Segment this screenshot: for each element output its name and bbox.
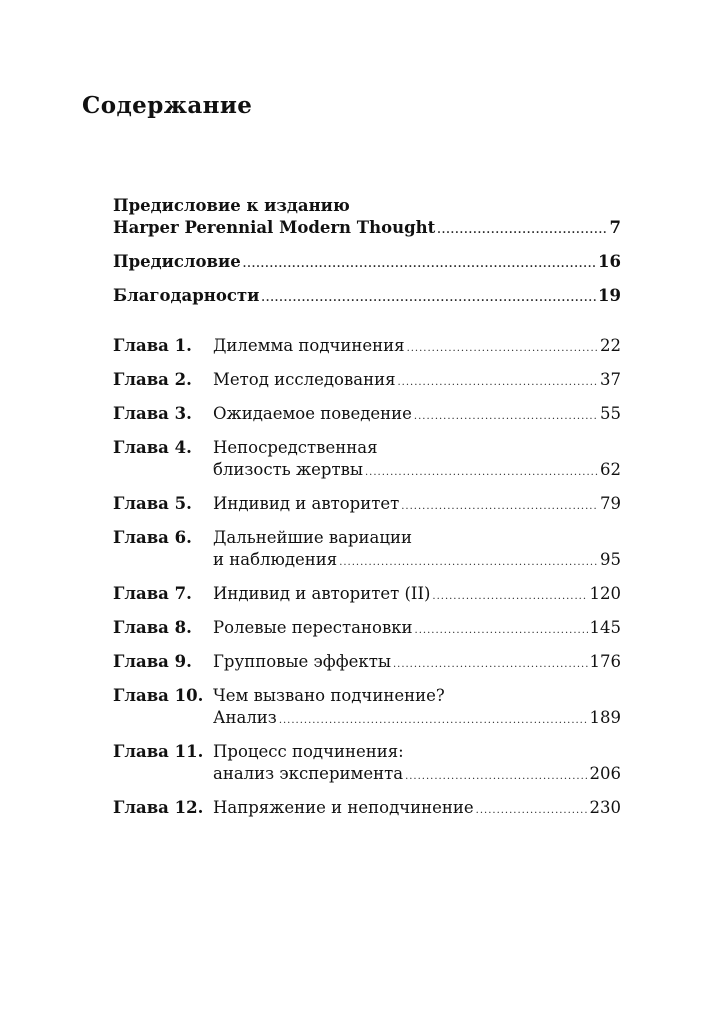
dot-leader — [476, 798, 588, 820]
front-matter-title: Благодарности — [113, 286, 260, 305]
toc-front-entry — [113, 285, 621, 307]
page-number: 16 — [598, 252, 621, 271]
chapter-label: Глава 7. — [113, 584, 192, 603]
chapter-title: анализ эксперимента — [213, 764, 404, 783]
front-matter-list — [113, 195, 621, 307]
page-number: 7 — [609, 218, 621, 237]
page-title: Содержание — [82, 92, 253, 119]
toc-line — [113, 707, 621, 729]
front-matter-title: Предисловие к изданию — [113, 196, 350, 215]
toc-line — [113, 459, 621, 481]
chapter-label: Глава 6. — [113, 528, 192, 547]
chapter-title: Дилемма подчинения — [213, 336, 405, 355]
dot-leader — [437, 218, 607, 240]
table-of-contents — [113, 195, 621, 831]
front-matter-title: Предисловие — [113, 252, 241, 271]
toc-front-entry — [113, 251, 621, 273]
page-number: 145 — [589, 618, 621, 637]
chapter-title: Дальнейшие вариации — [213, 528, 412, 547]
chapter-label: Глава 10. — [113, 686, 204, 705]
dot-leader — [401, 494, 598, 516]
page-number: 22 — [600, 336, 621, 355]
page-number: 79 — [600, 494, 621, 513]
page-number: 230 — [589, 798, 621, 817]
toc-line — [113, 285, 621, 307]
chapter-label: Глава 5. — [113, 494, 192, 513]
toc-chapter-entry — [113, 335, 621, 357]
toc-line — [113, 335, 621, 357]
dot-leader — [432, 584, 587, 606]
dot-leader — [339, 550, 598, 572]
toc-line — [113, 217, 621, 239]
dot-leader — [405, 764, 587, 786]
chapter-label: Глава 12. — [113, 798, 204, 817]
chapter-title: Напряжение и неподчинение — [213, 798, 474, 817]
dot-leader — [365, 460, 598, 482]
chapter-title: Индивид и авторитет (II) — [213, 584, 431, 603]
dot-leader — [397, 370, 598, 392]
toc-chapter-entry — [113, 583, 621, 605]
toc-line — [113, 741, 621, 763]
chapter-title: Ролевые перестановки — [213, 618, 413, 637]
chapter-title: Процесс подчинения: — [213, 742, 404, 761]
toc-line — [113, 437, 621, 459]
toc-line — [113, 583, 621, 605]
toc-chapter-entry — [113, 437, 621, 481]
chapter-label: Глава 1. — [113, 336, 192, 355]
page-number: 120 — [589, 584, 621, 603]
chapter-title: Групповые эффекты — [213, 652, 391, 671]
section-gap — [113, 319, 621, 335]
dot-leader — [279, 708, 588, 730]
chapter-label: Глава 8. — [113, 618, 192, 637]
page-number: 19 — [598, 286, 621, 305]
toc-chapter-entry — [113, 527, 621, 571]
chapter-title: Непосредственная — [213, 438, 378, 457]
toc-line — [113, 685, 621, 707]
chapter-title: Метод исследования — [213, 370, 396, 389]
dot-leader — [407, 336, 598, 358]
toc-chapter-entry — [113, 651, 621, 673]
toc-line — [113, 369, 621, 391]
chapter-label: Глава 11. — [113, 742, 204, 761]
toc-line — [113, 251, 621, 273]
toc-line — [113, 617, 621, 639]
chapter-title: и наблюдения — [213, 550, 338, 569]
front-matter-title: Harper Perennial Modern Thought — [113, 218, 436, 237]
toc-chapter-entry — [113, 369, 621, 391]
toc-line — [113, 527, 621, 549]
dot-leader — [414, 404, 598, 426]
chapter-title: Анализ — [213, 708, 277, 727]
dot-leader — [393, 652, 588, 674]
chapter-label: Глава 3. — [113, 404, 192, 423]
page-number: 55 — [600, 404, 621, 423]
toc-line — [113, 797, 621, 819]
toc-line — [113, 549, 621, 571]
page-number: 62 — [600, 460, 621, 479]
toc-chapter-entry — [113, 741, 621, 785]
chapter-label: Глава 9. — [113, 652, 192, 671]
chapter-list — [113, 335, 621, 819]
dot-leader — [243, 252, 596, 274]
toc-front-entry — [113, 195, 621, 239]
chapter-title: Ожидаемое поведение — [213, 404, 412, 423]
chapter-title: Чем вызвано подчинение? — [213, 686, 445, 705]
toc-line — [113, 763, 621, 785]
page-number: 37 — [600, 370, 621, 389]
toc-line — [113, 195, 621, 217]
toc-chapter-entry — [113, 493, 621, 515]
chapter-title: Индивид и авторитет — [213, 494, 400, 513]
dot-leader — [415, 618, 588, 640]
page-number: 176 — [589, 652, 621, 671]
page-number: 189 — [589, 708, 621, 727]
toc-chapter-entry — [113, 797, 621, 819]
chapter-label: Глава 4. — [113, 438, 192, 457]
toc-line — [113, 403, 621, 425]
chapter-title: близость жертвы — [213, 460, 363, 479]
toc-chapter-entry — [113, 403, 621, 425]
dot-leader — [261, 286, 596, 308]
toc-chapter-entry — [113, 685, 621, 729]
toc-line — [113, 651, 621, 673]
chapter-label: Глава 2. — [113, 370, 192, 389]
page-number: 206 — [589, 764, 621, 783]
page-number: 95 — [600, 550, 621, 569]
toc-chapter-entry — [113, 617, 621, 639]
toc-line — [113, 493, 621, 515]
